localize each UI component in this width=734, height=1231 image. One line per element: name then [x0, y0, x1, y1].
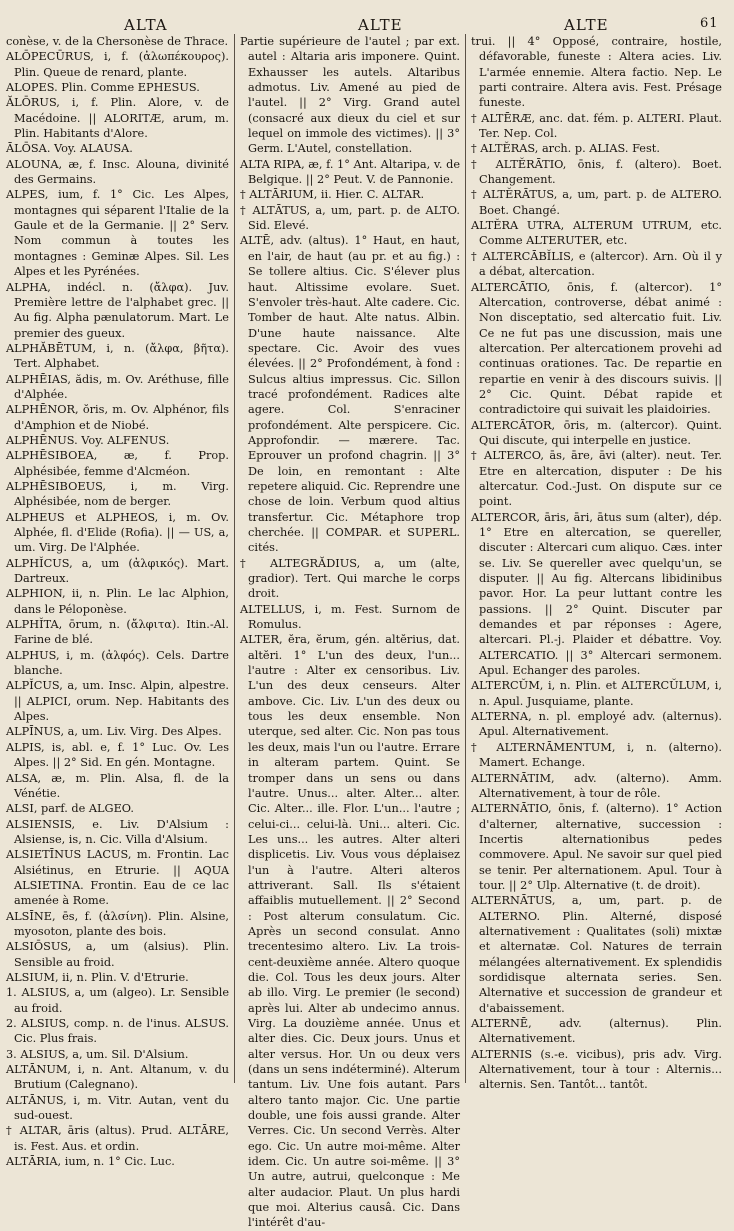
- dictionary-entry: ALPHĒNOR, ŏris, m. Ov. Alphénor, fils d'Amphion et de Niobé.: [6, 403, 229, 432]
- dictionary-entry: ALPIS, is, abl. e, f. 1° Luc. Ov. Les Alpes. || 2° Sid. En gén. Montagne.: [6, 740, 229, 770]
- dictionary-entry: † ALTĔRĀTIO, ōnis, f. (altero). Boet. Changement.: [471, 157, 722, 187]
- column-1: [6, 34, 234, 1169]
- dictionary-entry: ALTĀNUM, i, n. Ant. Altanum, v. du Brutium (Calegnano).: [6, 1063, 229, 1092]
- dictionary-entry: ALPHĒSIBOEA, æ, f. Prop. Alphésibée, femme d'Alcméon.: [6, 449, 229, 478]
- dictionary-entry: ALSĪNE, ēs, f. (ἀλσίνη). Plin. Alsine, myosoton, plante des bois.: [6, 909, 229, 938]
- dictionary-entry: ALSIŌSUS, a, um (alsius). Plin. Sensible au froid.: [6, 940, 229, 969]
- page-number: 61: [700, 16, 719, 31]
- dictionary-entry: ALSA, æ, m. Plin. Alsa, fl. de la Vénétie.: [6, 771, 229, 800]
- dictionary-entry: ALTĀNUS, i, m. Vitr. Autan, vent du sud-ouest.: [6, 1093, 229, 1123]
- dictionary-entry: ALPES, ium, f. 1° Cic. Les Alpes, montagnes qui séparent l'Italie de la Gaule et de la Germanie. || 2° Serv. Nom commun à toutes les montagnes : Geminæ Alpes. Sil. Les Alpes et les Pyrénées.: [6, 188, 229, 279]
- dictionary-entry: † ALTĀTUS, a, um, part. p. de ALTO. Sid. Elevé.: [240, 203, 460, 233]
- dictionary-entry: ALTERNĀTIO, ōnis, f. (alterno). 1° Action d'alterner, alternative, succession : Incertis alternationibus pedes commovere. Apul. Ne savoir sur quel pied se tenir. Per alternationem. Apul. Tour à tour. || 2° Ulp. Alternative (t. de droit).: [471, 802, 722, 892]
- header-guide-word-left: ALTA: [124, 16, 168, 34]
- dictionary-entry: ALTERCĀTOR, ōris, m. (altercor). Quint. Qui discute, qui interpelle en justice.: [471, 418, 722, 447]
- dictionary-entry: ALTERNĒ, adv. (alternus). Plin. Alternativement.: [471, 1017, 722, 1046]
- dictionary-entry: ALPĬCUS, a, um. Insc. Alpin, alpestre. || ALPICI, orum. Nep. Habitants des Alpes.: [6, 679, 229, 724]
- dictionary-entry: ALPHĬCUS, a, um (ἀλφικός). Mart. Dartreux.: [6, 556, 229, 586]
- dictionary-entry: † ALTERCĀBĬLIS, e (altercor). Arn. Où il y a débat, altercation.: [471, 249, 722, 279]
- dictionary-entry: † ALTĔRĀTUS, a, um, part. p. de ALTERO. Boet. Changé.: [471, 188, 722, 217]
- dictionary-entry: ALPHĒIAS, ădis, m. Ov. Aréthuse, fille d'Alphée.: [6, 372, 229, 401]
- dictionary-entry: ALTELLUS, i, m. Fest. Surnom de Romulus.: [240, 602, 460, 632]
- dictionary-entry: ALSI, parf. de ALGEO.: [6, 802, 134, 816]
- dictionary-entry: † ALTĀRIUM, ii. Hier. C. ALTAR.: [240, 188, 425, 202]
- dictionary-entry: ALTERCŬM, i, n. Plin. et ALTERCŬLUM, i, n. Apul. Jusquiame, plante.: [471, 679, 722, 708]
- dictionary-entry: ALTERNA, n. pl. employé adv. (alternus). Apul. Alternativement.: [471, 710, 722, 739]
- dictionary-entry: ALTERCĀTIO, ōnis, f. (altercor). 1° Altercation, controverse, débat animé : Non disceptatio, sed altercatio fuit. Liv. Ce ne fut pas une discussion, mais une altercation. Per altercationem provehi ad continuas orationes. Tac. De repartie en repartie en venir à des discours suivis. || 2° Cic. Quint. Débat rapide et contradictoire qui suivait les plaidoiries.: [471, 280, 722, 417]
- dictionary-entry: ĂLŌRUS, i, f. Plin. Alore, v. de Macédoine. || ALORITÆ, arum, m. Plin. Habitants d'Alore.: [6, 96, 229, 141]
- columns-container: [6, 34, 726, 1230]
- dictionary-entry: ALOUNA, æ, f. Insc. Alouna, divinité des Germains.: [6, 157, 229, 187]
- dictionary-entry: ALŌPECŪRUS, i, f. (ἀλωπέκουρος). Plin. Queue de renard, plante.: [6, 50, 229, 79]
- header-guide-word-right: ALTE: [564, 16, 609, 34]
- dictionary-entry: † ALTERCO, ās, āre, āvi (alter). neut. Ter. Etre en altercation, disputer : De his altercatur. Cod.-Just. On dispute sur ce point.: [471, 449, 722, 509]
- dictionary-entry: ALPHĬTA, ōrum, n. (ἄλφιτα). Itin.-Al. Farine de blé.: [6, 618, 229, 647]
- dictionary-entry: ALPHĂBĒTUM, i, n. (ἄλφα, βῆτα). Tert. Alphabet.: [6, 341, 229, 371]
- dictionary-entry: ĀLŌSA. Voy. ALAUSA.: [6, 142, 133, 156]
- dictionary-entry: ALTĀRIA, ium, n. 1° Cic. Luc.: [6, 1155, 175, 1169]
- dictionary-entry: ALSIUM, ii, n. Plin. V. d'Etrurie.: [6, 970, 189, 984]
- dictionary-entry: trui. || 4° Opposé, contraire, hostile, défavorable, funeste : Altera acies. Liv. L'armée ennemie. Altera factio. Nep. Le parti contraire. Altera avis. Fest. Présage funeste.: [471, 35, 722, 110]
- dictionary-entry: 2. ALSIUS, comp. n. de l'inus. ALSUS. Cic. Plus frais.: [6, 1017, 229, 1046]
- dictionary-entry: ALSIENSIS, e. Liv. D'Alsium : Alsiense, is, n. Cic. Villa d'Alsium.: [6, 817, 229, 846]
- dictionary-entry: ALTĔRA UTRA, ALTERUM UTRUM, etc. Comme ALTERUTER, etc.: [471, 219, 722, 248]
- dictionary-entry: † ALTAR, āris (altus). Prud. ALTĀRE, is. Fest. Aus. et ordin.: [6, 1124, 229, 1153]
- dictionary-entry: ALPĪNUS, a, um. Liv. Virg. Des Alpes.: [6, 725, 222, 739]
- dictionary-entry: ALSIETĪNUS LACUS, m. Frontin. Lac Alsiétinus, en Etrurie. || AQUA ALSIETINA. Frontin. Eau de ce lac amenée à Rome.: [6, 848, 229, 908]
- dictionary-entry: 1. ALSIUS, a, um (algeo). Lr. Sensible au froid.: [6, 986, 229, 1015]
- dictionary-entry: 3. ALSIUS, a, um. Sil. D'Alsium.: [6, 1047, 189, 1061]
- dictionary-entry: ALPHA, indécl. n. (ἄλφα). Juv. Première lettre de l'alphabet grec. || Au fig. Alpha pænulatorum. Mart. Le premier des gueux.: [6, 280, 229, 340]
- dictionary-entry: Partie supérieure de l'autel ; par ext. autel : Altaria aris imponere. Quint. Exhausser les autels. Altaribus admotus. Liv. Amené au pied de l'autel. || 2° Virg. Grand autel (consacré aux dieux du ciel et sur lequel on immole des victimes). || 3° Germ. L'Autel, constellation.: [240, 35, 460, 156]
- dictionary-entry: ALTĒ, adv. (altus). 1° Haut, en haut, en l'air, de haut (au pr. et au fig.) : Se tollere altius. Cic. S'élever plus haut. Altissime evolare. Suet. S'envoler très-haut. Alte cadere. Cic. Tomber de haut. Alte natus. Albin. D'une haute naissance. Alte spectare. Cic. Avoir des vues élevées. || 2° Profondément, à fond : Sulcus altius impressus. Cic. Sillon tracé profondément. Radices alte agere. Col. S'enraciner profondément. Alte perspicere. Cic. Approfondir. — mærere. Tac. Eprouver un profond chagrin. || 3° De loin, en remontant : Alte repetere aliquid. Cic. Reprendre une chose de loin. Verbum quod altius transfertur. Cic. Métaphore trop cherchée. || COMPAR. et SUPERL. cités.: [240, 234, 460, 555]
- column-2: [234, 34, 466, 1230]
- dictionary-entry: ALPHION, ii, n. Plin. Le lac Alphion, dans le Péloponèse.: [6, 587, 229, 616]
- dictionary-entry: ALPHUS, i, m. (ἀλφός). Cels. Dartre blanche.: [6, 648, 229, 678]
- dictionary-entry: ALTERNĀTIM, adv. (alterno). Amm. Alternativement, à tour de rôle.: [471, 771, 722, 800]
- header-guide-word-center: ALTE: [358, 16, 403, 34]
- dictionary-entry: ALTER, ĕra, ĕrum, gén. altĕrius, dat. altĕri. 1° L'un des deux, l'un... l'autre : Alter ex censoribus. Liv. L'un des deux censeurs. Alter ambove. Cic. Liv. L'un des deux ou tous les deux ensemble. Non uterque, sed alter. Cic. Non pas tous les deux, mais l'un ou l'autre. Errare in alteram partem. Quint. Se tromper dans un sens ou dans l'autre. Unus... alter. Alter... alter. Cic. Alter... ille. Flor. L'un... l'autre ; celui-ci... celui-là. Uni... alteri. Cic. Les uns... les autres. Alter alteri displicetis. Liv. Vous vous déplaisez l'un à l'autre. Alteri alteros attriverant. Sall. Ils s'étaient affaiblis mutuellement. || 2° Second : Post alterum consulatum. Cic. Après un second consulat. Anno trecentesimo altero. Liv. La trois-cent-deuxième année. Altero quoque die. Col. Tous les deux jours. Alter ab illo. Virg. Le premier (le second) après lui. Alter ab undecimo annus. Virg. La douzième année. Unus et alter dies. Cic. Deux jours. Unus et alter versus. Hor. Un ou deux vers (dans un sens indéterminé). Alterum tantum. Liv. Une fois autant. Pars altero tanto major. Cic. Une partie double, une fois aussi grande. Alter Verres. Cic. Un second Verrès. Alter ego. Cic. Un autre moi-même. Alter idem. Cic. Un autre soi-même. || 3° Un autre, autrui, quelconque : Me alter audacior. Plaut. Un plus hardi que moi. Alterius causâ. Cic. Dans l'intérêt d'au-: [240, 633, 460, 1230]
- dictionary-entry: ALTERNIS (s.-e. vicibus), pris adv. Virg. Alternativement, tour à tour : Alternis... alternis. Sen. Tantôt... tantôt.: [471, 1047, 722, 1092]
- dictionary-entry: ALTA RIPA, æ, f. 1° Ant. Altaripa, v. de Belgique. || 2° Peut. V. de Pannonie.: [240, 157, 460, 187]
- dictionary-entry: ALPHĒSIBOEUS, i, m. Virg. Alphésibée, nom de berger.: [6, 479, 229, 509]
- dictionary-entry: ALPHĒNUS. Voy. ALFENUS.: [6, 433, 170, 447]
- page-header: [6, 0, 726, 34]
- dictionary-entry: † ALTĒRÆ, anc. dat. fém. p. ALTERI. Plaut. Ter. Nep. Col.: [471, 111, 722, 141]
- dictionary-entry: † ALTEGRĂDIUS, a, um (alte, gradior). Tert. Qui marche le corps droit.: [240, 556, 460, 601]
- dictionary-entry: ALTERNĀTUS, a, um, part. p. de ALTERNO. Plin. Alterné, disposé alternativement : Qualitates (soli) mixtæ et alternatæ. Col. Natures de terrain mélangées alternativement. Ex splendidis sordidisque alternata series. Sen. Alternative et succession de grandeur et d'abaissement.: [471, 894, 722, 1015]
- dictionary-entry: conèse, v. de la Chersonèse de Thrace.: [6, 35, 229, 48]
- column-3: [466, 34, 722, 1092]
- dictionary-entry: † ALTĔRAS, arch. p. ALIAS. Fest.: [471, 142, 660, 156]
- dictionary-entry: † ALTERNĀMENTUM, i, n. (alterno). Mamert. Echange.: [471, 740, 722, 770]
- dictionary-entry: ALTERCOR, āris, āri, ātus sum (alter), dép. 1° Etre en altercation, se quereller, discuter : Altercari cum aliquo. Cæs. inter se. Liv. Se quereller avec quelqu'un, se disputer. || Au fig. Altercans libidinibus pavor. Hor. La peur luttant contre les passions. || 2° Quint. Discuter par demandes et par réponses : Agere, altercari. Pl.-j. Plaider et débattre. Voy. ALTERCATIO. || 3° Altercari sermonem. Apul. Echanger des paroles.: [471, 510, 722, 678]
- dictionary-entry: ALPHEUS et ALPHEOS, i, m. Ov. Alphée, fl. d'Elide (Rofia). || — US, a, um. Virg. De l'Alphée.: [6, 510, 229, 555]
- dictionary-entry: ALOPES. Plin. Comme EPHESUS.: [6, 81, 200, 95]
